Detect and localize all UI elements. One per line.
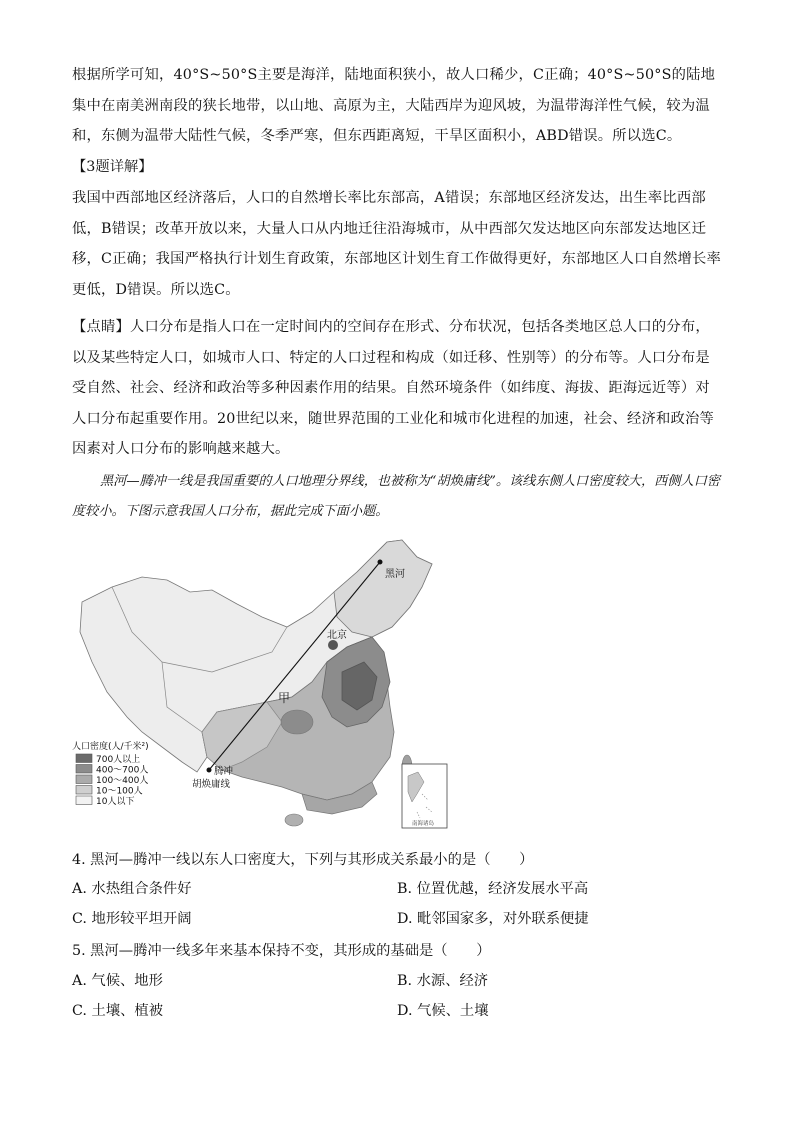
legend-swatch xyxy=(76,786,92,795)
legend-title: 人口密度(人/千米²) xyxy=(72,742,149,752)
legend-swatch xyxy=(76,754,92,763)
q5-option-b[interactable]: B. 水源、经济 xyxy=(397,973,489,989)
q5-option-a[interactable]: A. 气候、地形 xyxy=(72,973,163,989)
label-beijing: 北京 xyxy=(327,630,347,641)
explanation-paragraph-2: 我国中西部地区经济落后，人口的自然增长率比东部高，A错误；东部地区经济发达，出生率比西部低，B错误；改革开放以来，大量人口从内地迁往沿海城市，从中西部欠发达地区向东部发达地区迁移，C正确；我国严格执行计划生育政策，东部地区计划生育工作做得更好，东部地区人口自然增长率更低，D错误。所以选C。 xyxy=(72,190,721,298)
china-population-map xyxy=(72,532,462,837)
label-jia: 甲 xyxy=(278,691,291,705)
south-china-sea-inset xyxy=(402,764,447,828)
q4-option-a[interactable]: A. 水热组合条件好 xyxy=(72,881,192,897)
label-tengchong: 腾冲 xyxy=(214,766,234,777)
q4-option-d[interactable]: D. 毗邻国家多，对外联系便捷 xyxy=(397,911,589,927)
map-intro-text: 黑河—腾冲一线是我国重要的人口地理分界线，也被称为“胡焕庸线”。该线东侧人口密度较大，西侧人口密度较小。下图示意我国人口分布，据此完成下面小题。 xyxy=(72,474,721,519)
legend-swatch xyxy=(76,765,92,774)
dianjing-text: 人口分布是指人口在一定时间内的空间存在形式、分布状况，包括各类地区总人口的分布，以及某些特定人口，如城市人口、特定的人口过程和构成（如迁移、性别等）的分布等。人口分布是受自然、社会、经济和政治等多种因素作用的结果。自然环境条件（如纬度、海拔、距海远近等）对人口分布起重要作用。20世纪以来，随世界范围的工业化和城市化进程的加速，社会、经济和政治等因素对人口分布的影响越来越大。 xyxy=(72,319,714,457)
q4-stem: 4. 黑河—腾冲一线以东人口密度大，下列与其形成关系最小的是（ ） xyxy=(72,852,534,868)
dianjing-paragraph xyxy=(72,312,724,465)
legend-label: 10人以下 xyxy=(96,797,135,807)
dianjing-label: 【点睛】 xyxy=(72,319,130,335)
legend-label: 400～700人 xyxy=(96,765,149,776)
legend-swatch xyxy=(76,775,92,784)
label-hu-line: 胡焕庸线 xyxy=(192,779,231,790)
q5-stem: 5. 黑河—腾冲一线多年来基本保持不变，其形成的基础是（ ） xyxy=(72,943,491,959)
legend-label: 100～400人 xyxy=(96,776,149,786)
label-heihe: 黑河 xyxy=(385,569,405,580)
legend-swatch xyxy=(76,796,92,805)
legend-label: 700人以上 xyxy=(96,755,141,765)
inset-label: 南海诸岛 xyxy=(412,821,435,827)
q5-option-c[interactable]: C. 土壤、植被 xyxy=(72,1003,164,1019)
q4-option-c[interactable]: C. 地形较平坦开阔 xyxy=(72,911,192,927)
region-northeast xyxy=(334,540,432,637)
q3-heading: 【3题详解】 xyxy=(72,159,153,175)
legend-label: 10～100人 xyxy=(96,786,143,797)
q5-option-d[interactable]: D. 气候、土壤 xyxy=(397,1003,489,1019)
explanation-paragraph-1: 根据所学可知，40°S~50°S主要是海洋，陆地面积狭小，故人口稀少，C正确；40°S~50°S的陆地集中在南美洲南段的狭长地带，以山地、高原为主，大陆西岸为迎风坡，为温带海洋性气候，较为温和，东侧为温带大陆性气候，冬季严寒，但东西距离短，干旱区面积小，ABD错误。所以选C。 xyxy=(72,67,716,144)
legend xyxy=(76,753,148,807)
q4-option-b[interactable]: B. 位置优越，经济发展水平高 xyxy=(397,881,589,897)
